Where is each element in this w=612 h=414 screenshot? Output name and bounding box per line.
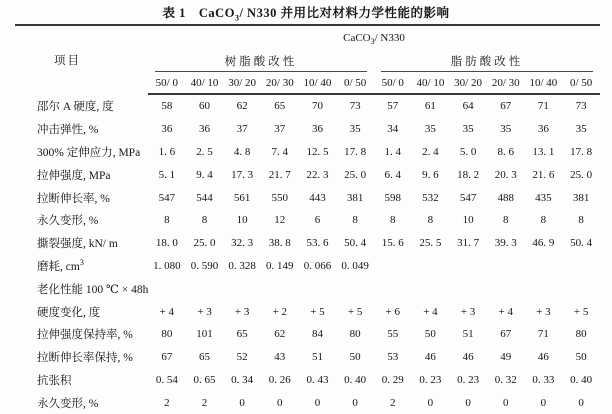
value-cell: + 2 (272, 305, 288, 318)
value-cell: 65 (198, 351, 210, 364)
table-title-suffix: / N330 并用比对材料力学性能的影响 (239, 6, 450, 20)
value-cell: 443 (309, 191, 326, 204)
spanner-row (15, 25, 600, 52)
value-cell: 52 (236, 351, 248, 364)
value-cell: 0. 23 (419, 373, 442, 386)
table-row (15, 255, 600, 278)
value-cell: 598 (384, 191, 402, 204)
value-cell: 6 (314, 214, 321, 227)
value-cell: 35 (500, 123, 512, 136)
value-cell: 31. 7 (457, 237, 480, 250)
value-cell: 8 (578, 214, 584, 227)
value-cell: 80 (575, 328, 587, 341)
value-cell: 51 (311, 351, 323, 364)
value-cell: 36 (311, 123, 323, 136)
value-cell: 50 (575, 351, 587, 364)
value-cell: 101 (196, 328, 213, 341)
value-cell: 8 (390, 214, 396, 227)
table-row (15, 141, 600, 164)
value-cell: 0 (239, 396, 245, 409)
value-cell: 9. 4 (196, 168, 213, 181)
value-cell: 13. 1 (532, 145, 555, 158)
value-cell: 50. 4 (570, 237, 593, 250)
value-cell: 38. 8 (268, 237, 291, 250)
value-cell: 35 (575, 123, 587, 136)
value-cell: 35 (424, 123, 436, 136)
properties-table (15, 24, 600, 414)
table-row (15, 186, 600, 209)
value-cell: 547 (459, 191, 477, 204)
table-row (15, 94, 600, 118)
value-cell: 36 (537, 123, 549, 136)
value-cell (487, 255, 525, 278)
value-cell: 39. 3 (494, 237, 517, 250)
table-title-prefix: 表 1 CaCO (162, 6, 235, 20)
table-row (15, 323, 600, 346)
value-cell (374, 255, 412, 278)
table-title-subscript: 3 (234, 13, 240, 23)
value-cell: + 4 (423, 305, 438, 318)
table-row (15, 209, 600, 232)
value-cell: 65 (236, 328, 248, 341)
table-row (15, 163, 600, 186)
value-cell: + 4 (498, 305, 513, 318)
value-cell: 0 (578, 396, 584, 409)
value-cell: 0. 29 (381, 373, 404, 386)
group-header-resin-acid-label: 树脂酸改性 (155, 53, 367, 72)
row-label: 永久变形, % (37, 397, 99, 410)
value-cell: 488 (497, 191, 514, 204)
ratio-column-header-9: 20/ 30 (487, 72, 525, 94)
value-cell: 2. 5 (196, 145, 213, 158)
value-cell: 532 (422, 191, 439, 204)
value-cell: 0. 23 (457, 373, 480, 386)
value-cell: 67 (500, 100, 512, 113)
value-cell: 32. 3 (231, 237, 254, 250)
value-cell: 4. 8 (233, 145, 251, 158)
value-cell: 5. 1 (158, 168, 176, 181)
row-label: 拉伸强度保持率, % (37, 329, 133, 342)
table-body (15, 94, 600, 414)
value-cell: + 3 (234, 305, 250, 318)
value-cell: + 5 (347, 305, 363, 318)
ratio-column-header-10: 10/ 40 (525, 72, 563, 94)
row-label: 磨耗, $cm^3$ (37, 258, 84, 273)
value-cell: 36 (161, 123, 173, 136)
group-header-resin-acid (148, 52, 374, 72)
value-cell: + 6 (385, 305, 400, 318)
value-cell: 7. 4 (271, 145, 289, 158)
value-cell: 80 (161, 328, 173, 341)
row-label: 硬度变化, 度 (37, 306, 101, 319)
value-cell: 10 (236, 214, 248, 227)
value-cell: 70 (311, 100, 323, 113)
group-header-fatty-acid-label: 脂肪酸改性 (381, 53, 593, 72)
value-cell: 58 (161, 100, 173, 113)
value-cell: 65 (274, 100, 286, 113)
spanner-prefix: CaCO (343, 31, 371, 44)
value-cell: 46 (424, 351, 436, 364)
value-cell: 0 (352, 396, 358, 409)
value-cell: 550 (271, 191, 289, 204)
value-cell: 0. 34 (231, 373, 254, 386)
value-cell: 64 (462, 100, 474, 113)
value-cell: 25. 0 (344, 168, 367, 181)
value-cell: 61 (424, 100, 436, 113)
value-cell: 12 (274, 214, 286, 227)
value-cell: 0 (465, 396, 471, 409)
value-cell: 37 (236, 123, 248, 136)
value-cell: 60 (198, 100, 210, 113)
ratio-column-header-6: 50/ 0 (374, 72, 412, 94)
value-cell: 51 (462, 328, 474, 341)
section-spacer (148, 277, 600, 300)
value-cell: 20. 3 (494, 168, 517, 181)
value-cell: + 5 (310, 305, 325, 318)
value-cell: 17. 8 (570, 145, 593, 158)
value-cell: 80 (349, 328, 361, 341)
value-cell: 57 (387, 100, 399, 113)
value-cell: 561 (233, 191, 251, 204)
value-cell: 0. 049 (341, 259, 369, 272)
value-cell: + 3 (460, 305, 476, 318)
value-cell: 8 (427, 214, 434, 227)
value-cell: 71 (537, 328, 549, 341)
value-cell: 21. 6 (532, 168, 555, 181)
value-cell: 8 (164, 214, 170, 227)
value-cell: 0. 33 (532, 373, 555, 386)
spanner-suffix: / N330 (374, 31, 405, 44)
value-cell: 55 (387, 328, 399, 341)
ratio-column-header-3: 20/ 30 (261, 72, 299, 94)
value-cell: 67 (500, 328, 512, 341)
value-cell: 1. 4 (384, 145, 402, 158)
value-cell: 0. 328 (228, 259, 256, 272)
value-cell: 547 (158, 191, 176, 204)
value-cell: 0. 066 (303, 259, 332, 272)
value-cell: 18. 2 (457, 168, 480, 181)
value-cell: 0. 26 (268, 373, 291, 386)
item-column-header: 项目 (54, 55, 81, 67)
value-cell: 8 (540, 214, 547, 227)
table-row (15, 232, 600, 255)
value-cell: 381 (346, 191, 364, 204)
value-cell: 67 (161, 351, 173, 364)
value-cell: 62 (274, 328, 286, 341)
value-cell: 1. 6 (158, 145, 176, 158)
value-cell: 49 (500, 351, 512, 364)
value-cell: 0 (540, 396, 547, 409)
value-cell: 62 (236, 100, 248, 113)
table-row (15, 346, 600, 369)
value-cell: 43 (274, 351, 286, 364)
value-cell (562, 255, 600, 278)
row-label: 拉断伸长率保持, % (37, 352, 133, 365)
value-cell: 544 (196, 191, 213, 204)
value-cell: 0. 40 (344, 373, 367, 386)
value-cell: 46 (462, 351, 474, 364)
value-cell: 2. 4 (422, 145, 439, 158)
spanner-subscript: 3 (370, 37, 375, 47)
value-cell: + 3 (197, 305, 212, 318)
value-cell: 5. 0 (459, 145, 477, 158)
value-cell: 8 (352, 214, 358, 227)
row-label: 撕裂强度, kN/ m (37, 238, 118, 251)
value-cell: 0. 65 (193, 373, 216, 386)
value-cell: 8 (502, 214, 509, 227)
value-cell: 84 (311, 328, 323, 341)
table-header (15, 25, 600, 94)
value-cell: 8. 6 (497, 145, 514, 158)
value-cell (525, 255, 563, 278)
ratio-column-header-5: 0/ 50 (336, 72, 374, 94)
value-cell: 46. 9 (532, 237, 555, 250)
value-cell: 435 (535, 191, 552, 204)
value-cell (449, 255, 487, 278)
value-cell: 25. 5 (419, 237, 442, 250)
value-cell: 50. 4 (344, 237, 367, 250)
value-cell: 21. 7 (268, 168, 291, 181)
value-cell: 71 (537, 100, 549, 113)
value-cell: 0 (277, 396, 283, 409)
value-cell: 2 (164, 396, 170, 409)
value-cell: 35 (462, 123, 474, 136)
value-cell: 0. 32 (494, 373, 517, 386)
value-cell: 0. 149 (266, 259, 294, 272)
row-label: 300% 定伸应力, MPa (37, 146, 141, 159)
value-cell: 1. 080 (153, 259, 181, 272)
ratio-column-header-7: 40/ 10 (412, 72, 450, 94)
ratio-column-header-2: 30/ 20 (223, 72, 261, 94)
value-cell: 0. 43 (306, 373, 329, 386)
value-cell: 18. 0 (155, 237, 178, 250)
value-cell: 53. 6 (306, 237, 329, 250)
value-cell: 53 (387, 351, 399, 364)
row-label: 邵尔 A 硬度, 度 (37, 100, 114, 113)
value-cell: 2 (390, 396, 396, 409)
value-cell: 25. 0 (193, 237, 216, 250)
value-cell: 36 (198, 123, 210, 136)
row-label: 老化性能 100 ℃ × 48h (37, 283, 149, 296)
value-cell: + 4 (159, 305, 175, 318)
value-cell: 0 (427, 396, 434, 409)
row-label-superscript: 3 (79, 258, 84, 268)
table-row (15, 369, 600, 392)
value-cell: 0. 590 (190, 259, 219, 272)
value-cell: 12. 5 (306, 145, 329, 158)
section-header-row (15, 277, 600, 300)
value-cell: 73 (349, 100, 361, 113)
value-cell: 50 (349, 351, 361, 364)
value-cell: 9. 6 (422, 168, 439, 181)
value-cell: 15. 6 (381, 237, 404, 250)
value-cell: 10 (462, 214, 474, 227)
value-cell: 73 (575, 100, 587, 113)
value-cell: 25. 0 (570, 168, 593, 181)
spanner-header (148, 25, 600, 52)
ratio-column-header-8: 30/ 20 (449, 72, 487, 94)
value-cell: 46 (537, 351, 549, 364)
row-label: 抗张积 (37, 374, 72, 387)
table-title (0, 3, 612, 23)
value-cell (412, 255, 450, 278)
ratio-column-header-4: 10/ 40 (299, 72, 337, 94)
value-cell: 6. 4 (384, 168, 402, 181)
table-row (15, 300, 600, 323)
ratio-column-header-1: 40/ 10 (186, 72, 224, 94)
value-cell: + 3 (536, 305, 551, 318)
value-cell: 8 (201, 214, 208, 227)
value-cell: 2 (201, 396, 208, 409)
value-cell: 37 (274, 123, 286, 136)
value-cell: 0. 40 (570, 373, 593, 386)
group-header-fatty-acid (374, 52, 600, 72)
table-row (15, 118, 600, 141)
value-cell: 17. 8 (344, 145, 367, 158)
value-cell: 35 (349, 123, 361, 136)
ratio-column-header-11: 0/ 50 (562, 72, 600, 94)
value-cell: 17. 3 (231, 168, 254, 181)
value-cell: 381 (572, 191, 590, 204)
row-label: 冲击弹性, % (37, 124, 99, 137)
value-cell: + 5 (573, 305, 589, 318)
value-cell: 34 (387, 123, 399, 136)
row-label: 拉断伸长率, % (37, 192, 110, 205)
value-cell: 0. 54 (155, 373, 178, 386)
row-label: 永久变形, % (37, 215, 99, 228)
value-cell: 50 (424, 328, 436, 341)
ratio-column-header-0: 50/ 0 (148, 72, 186, 94)
table-row (15, 391, 600, 414)
value-cell: 22. 3 (306, 168, 329, 181)
value-cell: 0 (314, 396, 321, 409)
row-label: 拉伸强度, MPa (37, 169, 111, 182)
value-cell: 0 (502, 396, 509, 409)
